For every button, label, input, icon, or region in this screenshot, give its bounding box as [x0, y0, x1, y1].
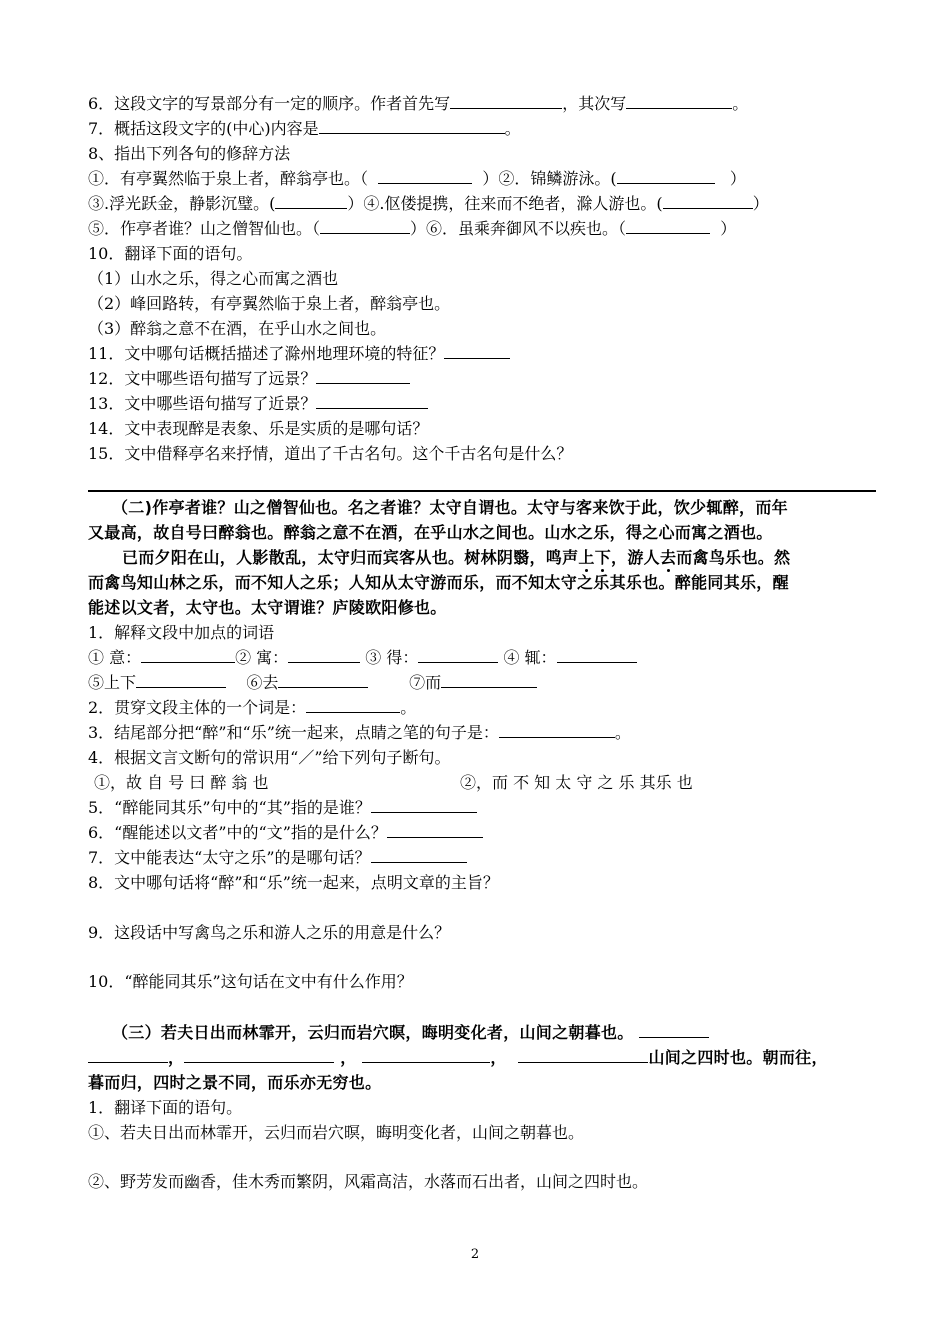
question-8-title: 8、指出下列各句的修辞方法 [88, 144, 291, 163]
answer-blank[interactable] [617, 167, 715, 184]
question-6: 6．这段文字的写景部分有一定的顺序。作者首先写 ，其次写 。 [88, 94, 749, 113]
translate-item-3: （3）醉翁之意不在酒，在乎山水之间也。 [88, 319, 387, 338]
question-2-1-title: 1．解释文段中加点的词语 [88, 623, 275, 642]
question-13: 13．文中哪些语句描写了近景？ [88, 392, 428, 416]
answer-blank[interactable] [378, 167, 472, 184]
answer-blank[interactable] [626, 217, 710, 234]
question-2-9: 9．这段话中写禽鸟之乐和游人之乐的用意是什么？ [88, 923, 451, 942]
translate-3-item-2: ②、野芳发而幽香，佳木秀而繁阴，风霜高洁，水落而石出者，山间之四时也。 [88, 1172, 649, 1191]
answer-blank[interactable] [371, 846, 467, 863]
answer-blank[interactable] [557, 646, 637, 663]
answer-blank[interactable] [387, 821, 483, 838]
section-divider [88, 490, 876, 492]
answer-blank[interactable] [306, 696, 400, 713]
question-14: 14．文中表现醉是表象、乐是实质的是哪句话？ [88, 419, 429, 438]
answer-blank[interactable] [316, 392, 428, 409]
answer-blank[interactable] [362, 1046, 490, 1063]
answer-blank[interactable] [663, 192, 753, 209]
answer-blank[interactable] [136, 671, 226, 688]
question-10-title: 10．翻译下面的语句。 [88, 244, 253, 263]
passage-2-line-1: （二)作亭者谁？山之僧智仙也。名之者谁？太守自谓也。太守与客来饮于此，饮少辄醉，而年 [112, 498, 788, 517]
question-8-row-2: ③.浮光跃金，静影沉璧。( ）④.伛偻提携，往来而不绝者，滁人游也。( ） [88, 194, 769, 213]
answer-blank[interactable] [316, 367, 410, 384]
question-3-1-title: 1．翻译下面的语句。 [88, 1098, 243, 1117]
dotted-word: 下 [594, 548, 612, 567]
answer-blank[interactable] [88, 1046, 168, 1063]
answer-blank[interactable] [278, 671, 368, 688]
answer-blank[interactable] [418, 646, 498, 663]
answer-blank[interactable] [288, 646, 360, 663]
answer-blank[interactable] [141, 646, 235, 663]
question-2-7: 7．文中能表达“太守之乐”的是哪句话？ [88, 846, 467, 870]
answer-blank[interactable] [639, 1021, 709, 1038]
translate-item-2: （2）峰回路转，有亭翼然临于泉上者，醉翁亭也。 [88, 294, 451, 313]
question-2-8: 8．文中哪句话将“醉”和“乐”统一起来，点明文章的主旨？ [88, 873, 499, 892]
answer-blank[interactable] [444, 342, 510, 359]
answer-blank[interactable] [626, 92, 732, 109]
answer-blank[interactable] [275, 192, 347, 209]
question-2-5: 5．“醉能同其乐”句中的“其”指的是谁？ [88, 796, 477, 820]
dotted-word: 上 [578, 548, 595, 567]
sentence-break-1: ①，故 自 号 曰 醉 翁 也 [94, 773, 269, 792]
translate-item-1: （1）山水之乐，得之心而寓之酒也 [88, 269, 339, 288]
question-2-6: 6．“醒能述以文者”中的“文”指的是什么？ [88, 821, 483, 845]
question-8-row-1: ①．有亭翼然临于泉上者，醉翁亭也。（ ）②．锦鳞游泳。( ） [88, 169, 746, 188]
answer-blank[interactable] [184, 1046, 334, 1063]
answer-blank[interactable] [320, 217, 410, 234]
dotted-word: 去 [659, 548, 677, 567]
question-2-2: 2．贯穿文段主体的一个词是： 。 [88, 698, 417, 717]
question-2-4: 4．根据文言文断句的常识用“／”给下列句子断句。 [88, 748, 451, 767]
passage-2-line-5: 能述以文者，太守也。太守谓谁？庐陵欧阳修也。 [88, 598, 447, 617]
passage-2-line-4: 而禽鸟知山林之乐，而不知人之乐；人知从太守游而乐，而不知太守之乐其乐也。醉能同其乐，醒 [88, 573, 789, 592]
answer-blank[interactable] [319, 117, 505, 134]
question-11: 11．文中哪句话概括描述了滁州地理环境的特征？ [88, 342, 510, 366]
question-2-3: 3．结尾部分把“醉”和“乐”统一起来，点睛之笔的句子是： 。 [88, 723, 631, 742]
question-7: 7．概括这段文字的(中心)内容是 。 [88, 119, 521, 138]
answer-blank[interactable] [371, 796, 477, 813]
answer-blank[interactable] [518, 1046, 648, 1063]
question-12: 12．文中哪些语句描写了远景？ [88, 367, 410, 391]
vocab-row-2: ⑤上下 ⑥去 ⑦而 [88, 671, 537, 695]
question-15: 15．文中借释亭名来抒情，道出了千古名句。这个千古名句是什么？ [88, 444, 573, 463]
answer-blank[interactable] [450, 92, 562, 109]
question-2-10: 10．“醉能同其乐”这句话在文中有什么作用？ [88, 972, 413, 991]
passage-2-line-2: 又最高，故自号曰醉翁也。醉翁之意不在酒，在乎山水之间也。山水之乐，得之心而寓之酒也。 [88, 523, 773, 542]
answer-blank[interactable] [441, 671, 537, 688]
page-number: 2 [470, 1247, 480, 1262]
vocab-row-1: ① 意： ② 寓： ③ 得： ④ 辄： [88, 646, 637, 670]
translate-3-item-1: ①、若夫日出而林霏开，云归而岩穴暝，晦明变化者，山间之朝暮也。 [88, 1123, 585, 1142]
passage-3-line-2: ， ， ， 山间之四时也。朝而往， [88, 1046, 828, 1070]
question-8-row-3: ⑤．作亭者谁？山之僧智仙也。（ ）⑥．虽乘奔御风不以疾也。（ ） [88, 219, 737, 238]
answer-blank[interactable] [499, 721, 615, 738]
sentence-break-2: ②，而 不 知 太 守 之 乐 其乐 也 [460, 773, 693, 792]
passage-2-line-3: 已而夕阳在山，人影散乱，太守归而宾客从也。树林阴翳，鸣声上下，游人去而禽鸟乐也。然 [122, 548, 791, 567]
passage-3-line-1: （三）若夫日出而林霏开，云归而岩穴暝，晦明变化者，山间之朝暮也。 [112, 1021, 709, 1045]
passage-3-line-3: 暮而归，四时之景不同，而乐亦无穷也。 [88, 1073, 382, 1092]
